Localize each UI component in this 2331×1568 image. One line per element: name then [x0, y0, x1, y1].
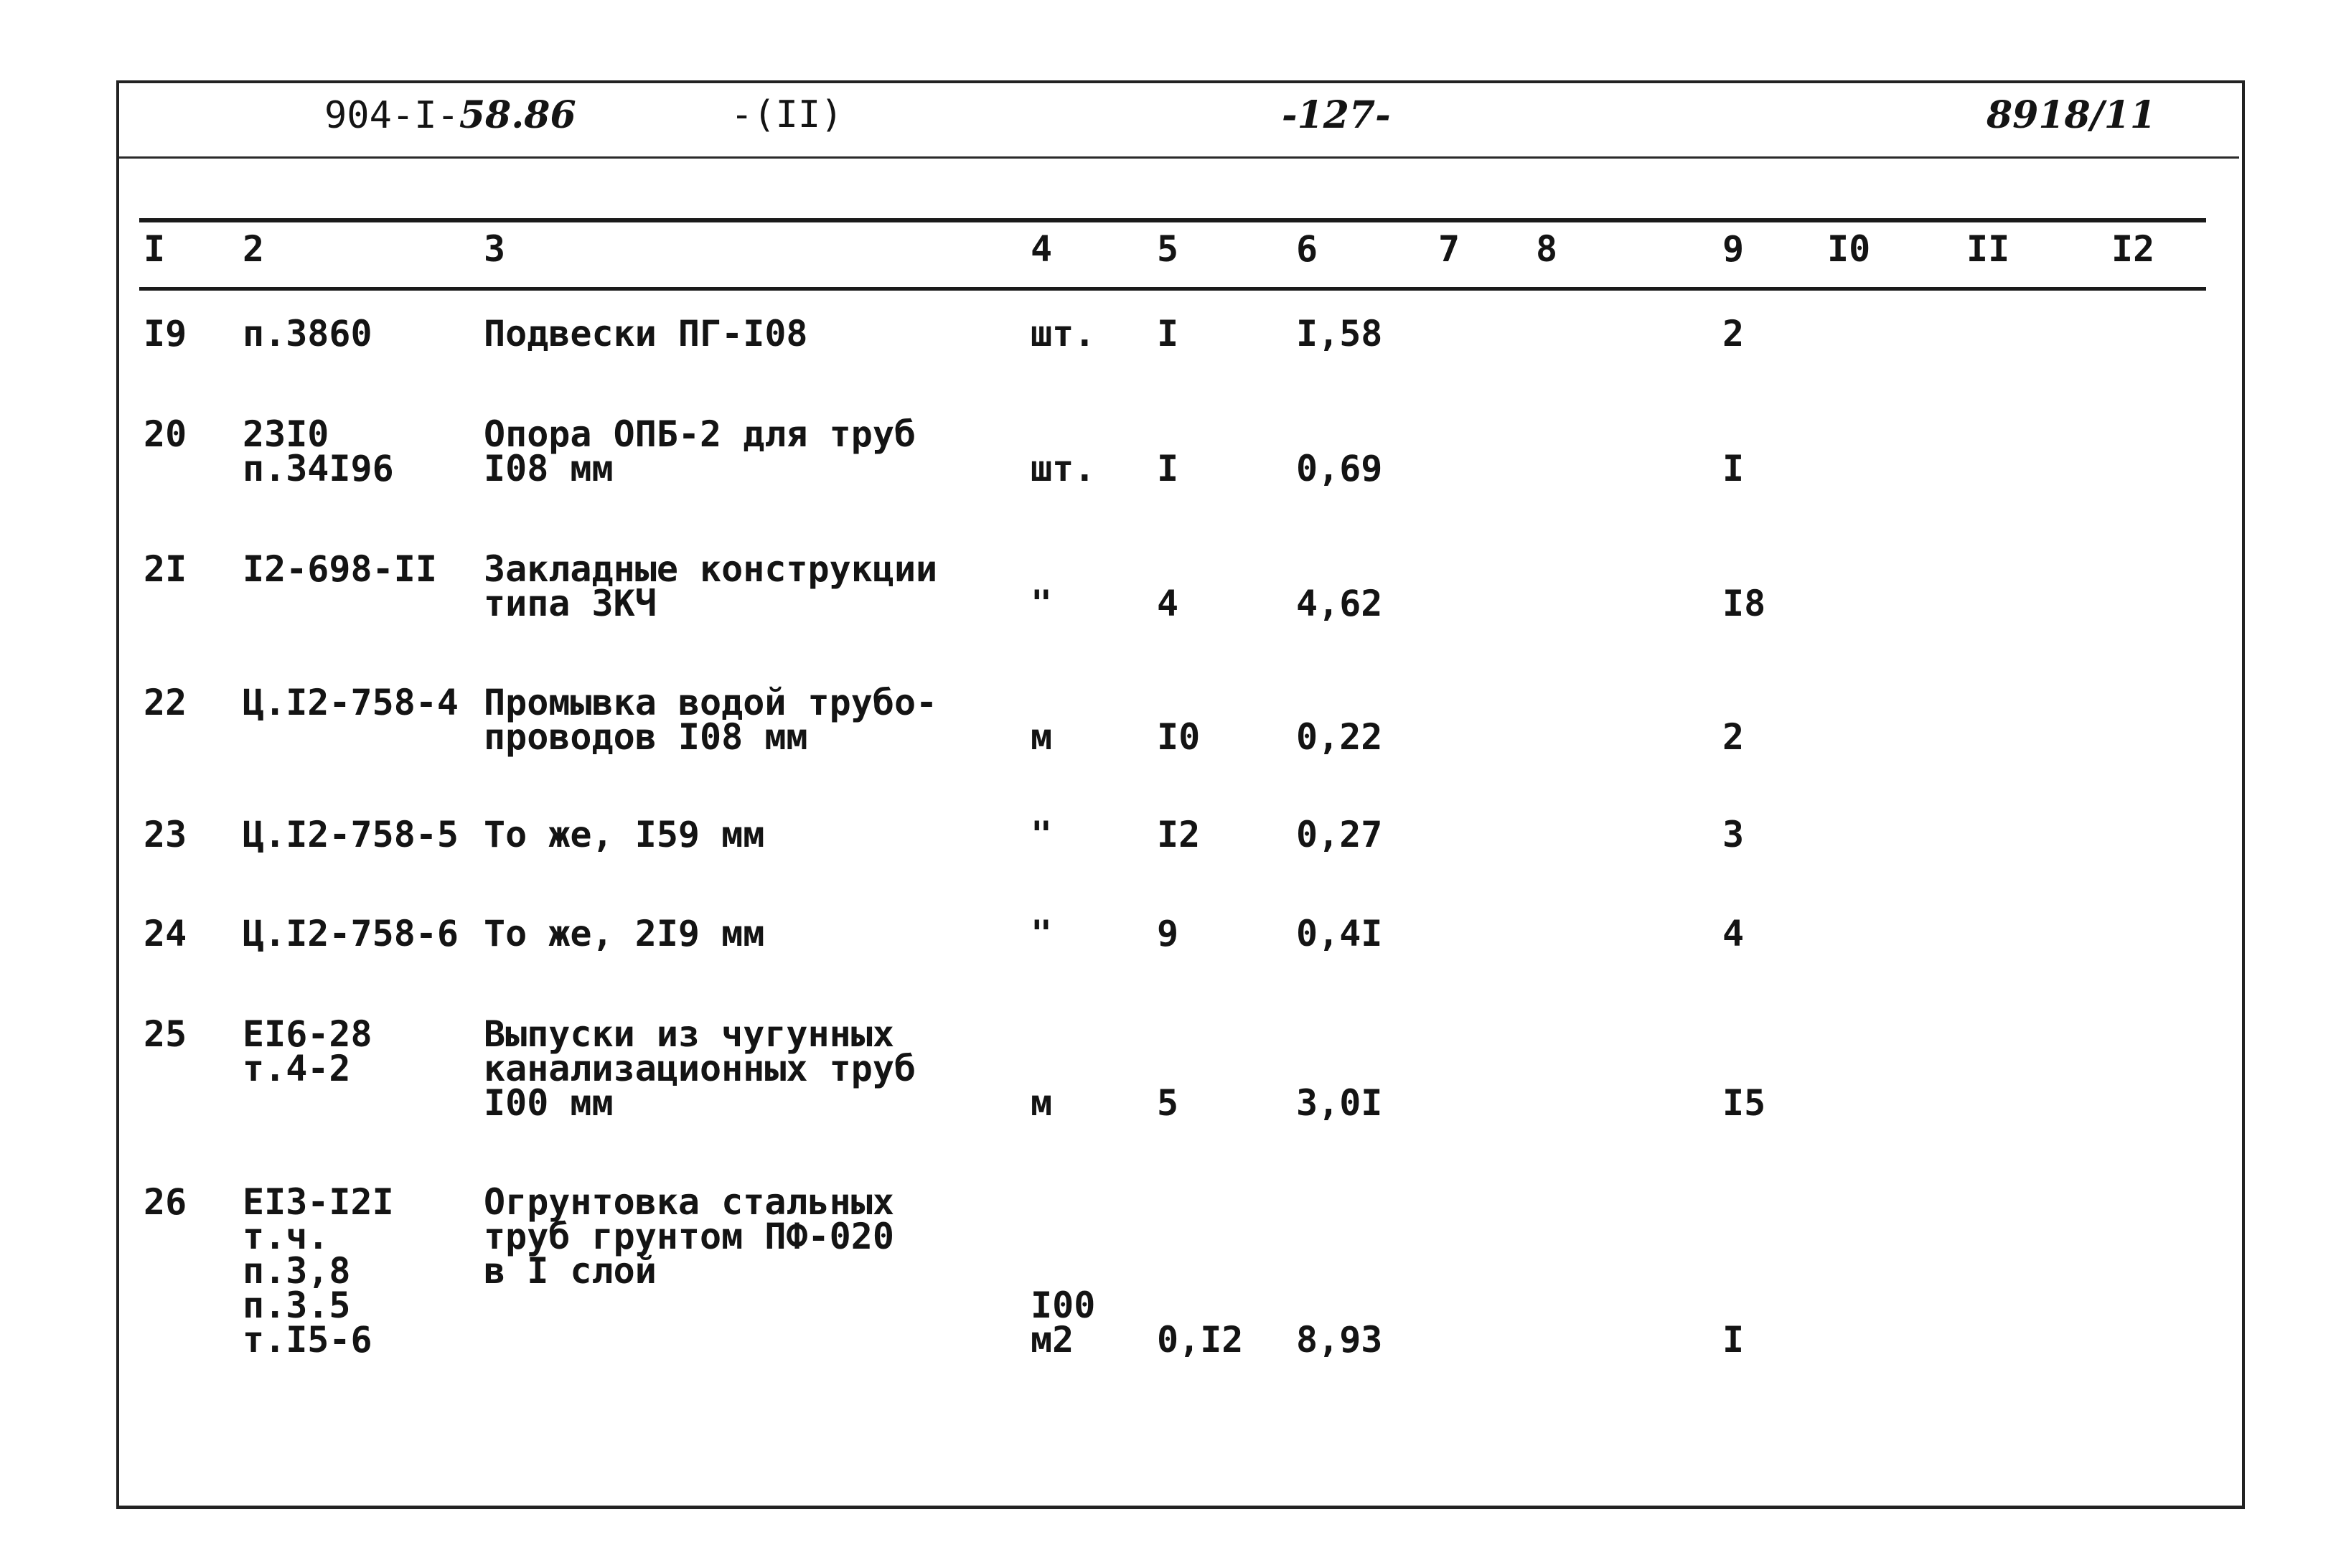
column-9-value: 2 — [1722, 716, 1745, 758]
work-description: Опора ОПБ-2 для труб — [484, 413, 916, 455]
work-description: Закладные конструкции — [484, 548, 938, 590]
unit-value: 8,93 — [1296, 1319, 1383, 1361]
reference-code: Ц.I2-758-5 — [243, 814, 459, 855]
document-code-handwritten: 58.86 — [459, 93, 576, 137]
column-header: 8 — [1536, 228, 1558, 270]
page-frame — [116, 80, 2245, 1509]
quantity: I2 — [1157, 814, 1201, 855]
work-description: I00 мм — [484, 1082, 614, 1124]
unit-value: 0,22 — [1296, 716, 1383, 758]
work-description: I08 мм — [484, 448, 614, 489]
column-9-value: I8 — [1722, 583, 1766, 624]
reference-code: п.3.5 — [243, 1285, 351, 1326]
quantity: 4 — [1157, 583, 1179, 624]
row-number: I9 — [144, 313, 187, 355]
work-description: Огрунтовка стальных — [484, 1181, 894, 1223]
unit: шт. — [1031, 313, 1096, 355]
reference-code: т.4-2 — [243, 1048, 351, 1089]
reference-code: п.3,8 — [243, 1250, 351, 1292]
work-description: типа ЗКЧ — [484, 583, 657, 624]
unit: м — [1031, 716, 1053, 758]
column-header: II — [1966, 228, 2010, 270]
column-header: I0 — [1827, 228, 1871, 270]
column-9-value: I5 — [1722, 1082, 1766, 1124]
column-9-value: 2 — [1722, 313, 1745, 355]
quantity: 0,I2 — [1157, 1319, 1244, 1361]
row-number: 24 — [144, 913, 187, 954]
column-9-value: I — [1722, 1319, 1745, 1361]
table-header-rule — [139, 287, 2206, 291]
unit: " — [1031, 583, 1053, 624]
column-9-value: 4 — [1722, 913, 1745, 954]
column-header: 7 — [1438, 228, 1460, 270]
column-9-value: 3 — [1722, 814, 1745, 855]
reference-code: п.34I96 — [243, 448, 394, 489]
row-number: 23 — [144, 814, 187, 855]
unit: " — [1031, 814, 1053, 855]
column-9-value: I — [1722, 448, 1745, 489]
unit: I00 — [1031, 1285, 1096, 1326]
unit: шт. — [1031, 448, 1096, 489]
unit-value: 3,0I — [1296, 1082, 1383, 1124]
reference-code: ЕI6-28 — [243, 1013, 372, 1055]
row-number: 20 — [144, 413, 187, 455]
quantity: I0 — [1157, 716, 1201, 758]
document-code-prefix: 904-I- — [324, 94, 459, 137]
work-description: канализационных труб — [484, 1048, 916, 1089]
row-number: 25 — [144, 1013, 187, 1055]
unit-value: I,58 — [1296, 313, 1383, 355]
reference-code: I2-698-II — [243, 548, 437, 590]
reference-code: ЕI3-I2I — [243, 1181, 394, 1223]
quantity: I — [1157, 448, 1179, 489]
unit-value: 0,69 — [1296, 448, 1383, 489]
row-number: 22 — [144, 682, 187, 723]
document-code — [324, 93, 576, 137]
work-description: Промывка водой трубо- — [484, 682, 938, 723]
reference-code: Ц.I2-758-6 — [243, 913, 459, 954]
reference-code: т.I5-6 — [243, 1319, 372, 1361]
archive-number: 8918/11 — [1987, 93, 2157, 137]
header-divider — [119, 156, 2239, 159]
column-header: 6 — [1296, 228, 1318, 270]
unit: " — [1031, 913, 1053, 954]
unit-value: 0,4I — [1296, 913, 1383, 954]
section-number: -(II) — [731, 93, 843, 136]
column-header: 3 — [484, 228, 506, 270]
unit: м2 — [1031, 1319, 1074, 1361]
reference-code: п.3860 — [243, 313, 372, 355]
reference-code: т.ч. — [243, 1216, 329, 1257]
work-description: проводов I08 мм — [484, 716, 808, 758]
row-number: 26 — [144, 1181, 187, 1223]
column-header: 5 — [1157, 228, 1179, 270]
reference-code: Ц.I2-758-4 — [243, 682, 459, 723]
work-description: То же, I59 мм — [484, 814, 765, 855]
quantity: I — [1157, 313, 1179, 355]
work-description: Подвески ПГ-I08 — [484, 313, 808, 355]
quantity: 5 — [1157, 1082, 1179, 1124]
column-header: 9 — [1722, 228, 1745, 270]
unit-value: 0,27 — [1296, 814, 1383, 855]
column-header: I2 — [2111, 228, 2155, 270]
work-description: То же, 2I9 мм — [484, 913, 765, 954]
work-description: Выпуски из чугунных — [484, 1013, 894, 1055]
table-top-rule — [139, 218, 2206, 222]
unit: м — [1031, 1082, 1053, 1124]
column-header: 4 — [1031, 228, 1053, 270]
unit-value: 4,62 — [1296, 583, 1383, 624]
quantity: 9 — [1157, 913, 1179, 954]
reference-code: 23I0 — [243, 413, 329, 455]
page-number: -127- — [1282, 93, 1391, 137]
row-number: 2I — [144, 548, 187, 590]
column-header: 2 — [243, 228, 265, 270]
column-header: I — [144, 228, 166, 270]
work-description: в I слой — [484, 1250, 657, 1292]
work-description: труб грунтом ПФ-020 — [484, 1216, 894, 1257]
